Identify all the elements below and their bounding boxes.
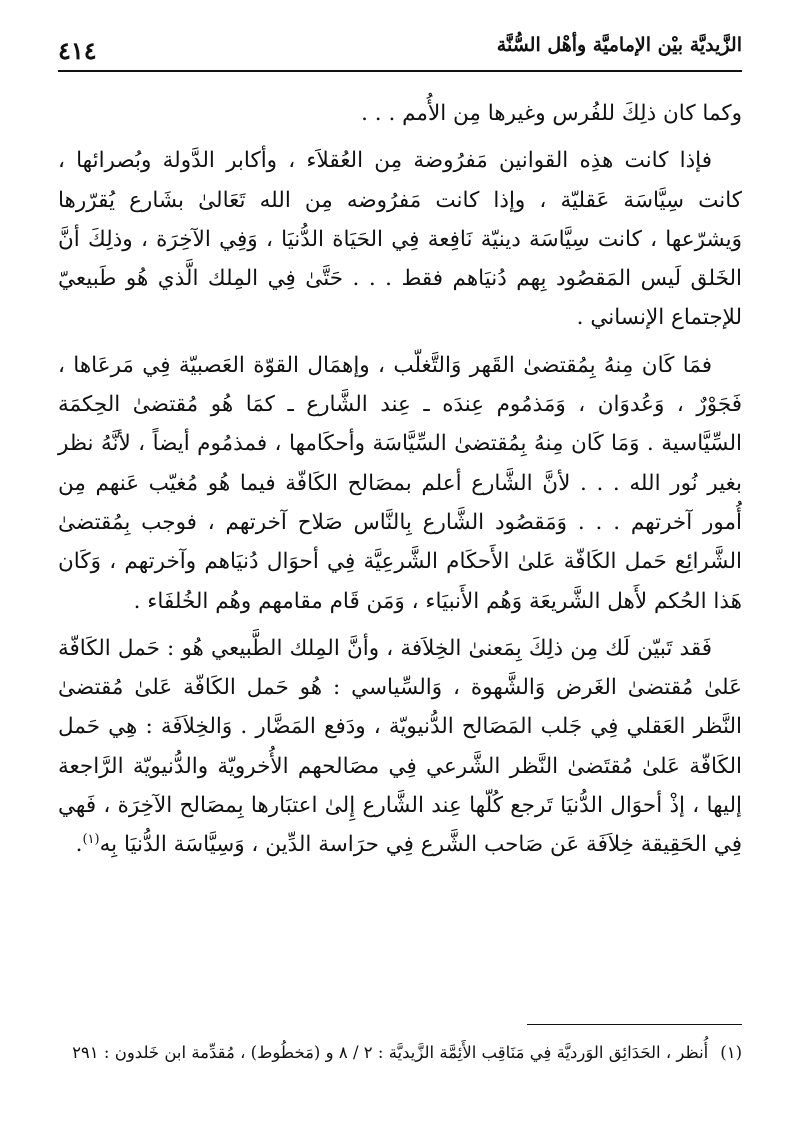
paragraph-4-text: فَقد تَبيّن لَك مِن ذلِكَ بِمَعنىٰ الخِلاَفة ، وأنَّ المِلك الطَّبيعي هُو : حَمل الكَافّة عَلىٰ مُقتضىٰ الغَرض وَالشَّهوة ، وَالسِّياسي : هُو حَمل الكَافّة عَلىٰ مُقتضىٰ النَّظر العَقلي فِي جَلب المَصَالح الدُّنيويّة ، ودَفع المَضَّار . وَالخِلاَفَة : هِي حَمل الكَافّة عَلىٰ مُقتَضىٰ النَّظر الشَّرعي فِي مصَالحهم الأُخرويّة والدُّنيويّة الرَّاجعة إليها ، إذْ أحوَال الدُّنيَا تَرجع كُلّها عِند الشَّارع إِلىٰ اعتبَارها بِمصَالح الآخِرَة ، فَهي فِي الحَقِيقة خِلاَفَة عَن صَاحب الشَّرع فِي حرَاسة الدِّين ، وَسِيَّاسَة الدُّنيَا بِه [58, 635, 742, 858]
paragraph-4 [58, 629, 742, 865]
body-text [58, 94, 742, 873]
footnote-text: أُنظر ، الحَدَائِق الوَرديَّة فِي مَنَاقِب الأَئِمَّة الزَّيديَّة : ٢ / ٨ و (مَخطُوط) ، مُقدِّمة ابن خَلدون : ٢٩١ [72, 1043, 709, 1062]
footnote-divider [527, 1024, 742, 1025]
paragraph-3: فمَا كَان مِنهُ بِمُقتضىٰ القَهر وَالتَّغلّب ، وإهمَال القوّة العَصبيّة فِي مَرعَاها ، فَجَوْرٌ ، وَعُدوَان ، وَمَذمُوم عِندَه ـ عِند الشَّارع ـ كمَا هُو مُقتضىٰ الحِكمَة السِّيَّاسية . وَمَا كَان مِنهُ بِمُقتضىٰ السِّيَّاسَة وأحكَامها ، فمذمُوم أيضاً ، لأنَّهُ نظر بغير نُور الله . . . لأنَّ الشَّارع أعلم بمصَالح الكَافّة فيما هُو مُغيّب عَنهم مِن أُمور آخرتهم . . . وَمَقصُود الشَّارع بِالنَّاس صَلاح آخرتهم ، فوجب بِمُقتضىٰ الشَّرائِع حَمل الكَافّة عَلىٰ الأَحكَام الشَّرعِيَّة فِي أحوَال دُنيَاهم وآخرتهم ، وَكَان هَذا الحُكم لأَهل الشَّريعَة وَهُم الأَنبيَاء ، وَمَن قَام مقامهم وهُم الخُلفَاء . [58, 352, 742, 614]
footnote-reference: (١) [82, 832, 100, 848]
paragraph-1: وكما كان ذلِكَ للفُرس وغيرها مِن الأُمم . . . [361, 101, 742, 126]
footnote [58, 1040, 742, 1066]
page-number: ٤١٤ [58, 36, 97, 65]
footnote-number: (١) [720, 1043, 742, 1062]
page-header [58, 30, 742, 72]
paragraph-2: فإذا كانت هذِه القوانين مَفرُوضة مِن العُقلاَء ، وأكابر الدَّولة وبُصرائها ، كانت سِيَّاسَة عَقليّة ، وإذا كانت مَفرُوضه مِن الله تَعَالىٰ بشَارع يُقرّرها وَيشرّعها ، كانت سِيَّاسَة دينيّة نَافِعة فِي الحَيَاة الدُّنيَا ، وَفِي الآخِرَة ، وذلِكَ أنَّ الخَلق لَيس المَقصُود بِهم دُنيَاهم فقط . . . حَتَّىٰ فِي المِلك الَّذي هُو طَبيعيّ للإجتماع الإنساني . [58, 148, 742, 331]
paragraph-4-end: . [75, 832, 83, 858]
running-title: الزَّيديَّة بيْن الإماميَّة وأهْل السُّنَّة [496, 34, 742, 56]
